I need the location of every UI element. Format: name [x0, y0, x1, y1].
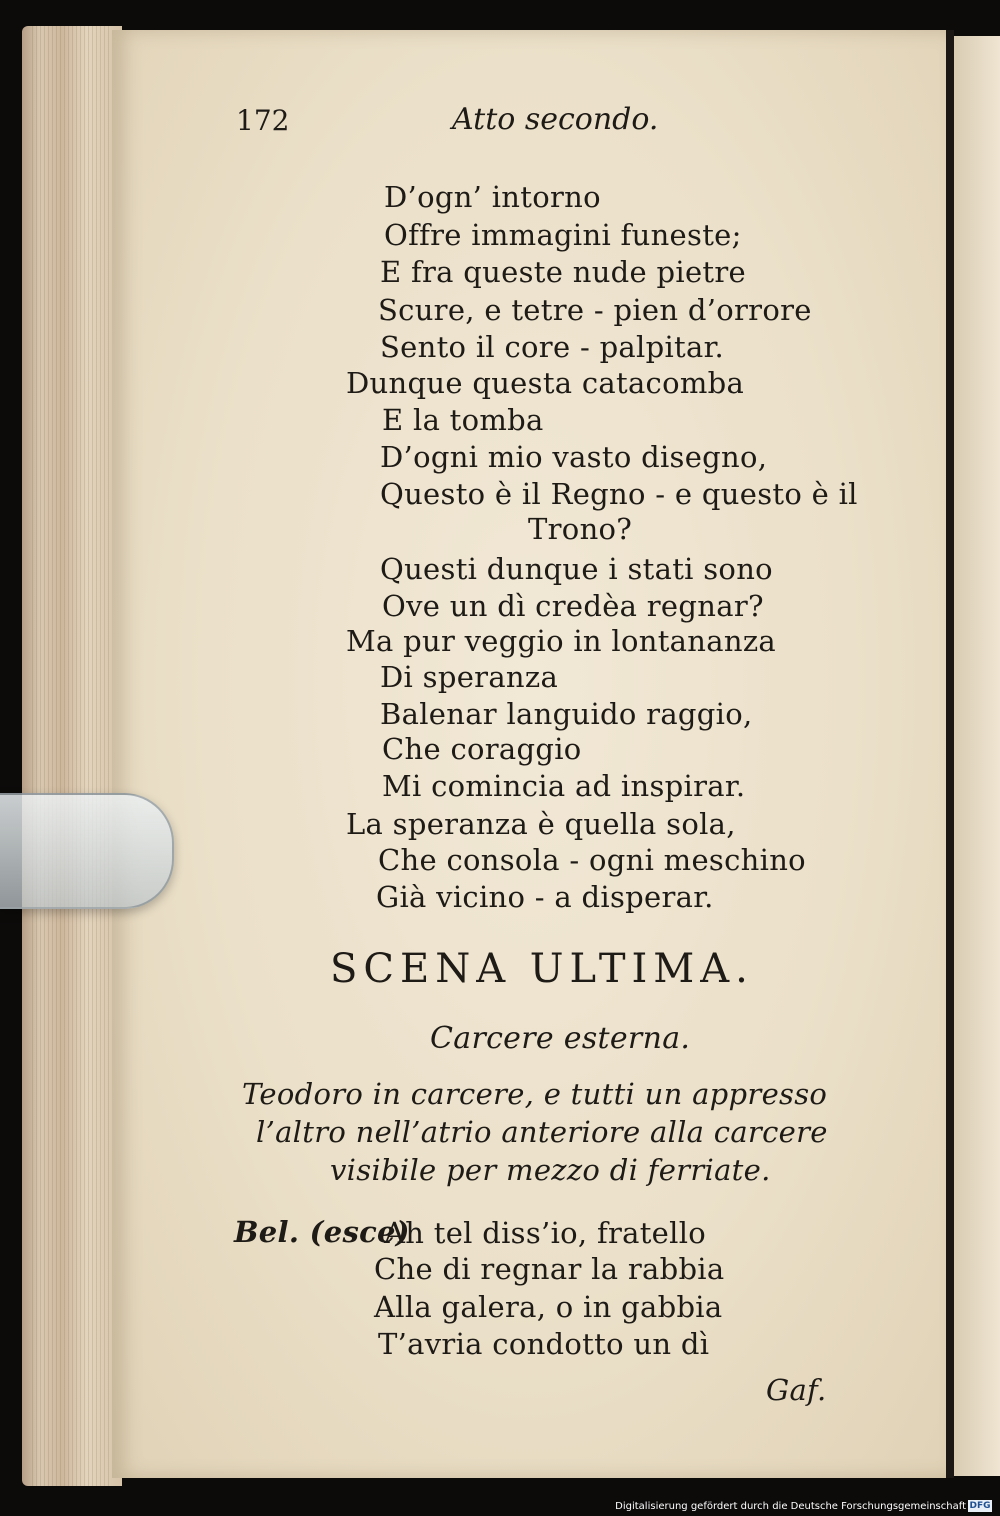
verse-line: Sento il core - palpitar. [380, 330, 725, 364]
verse-line: D’ogn’ intorno [384, 180, 601, 214]
verse-line: Mi comincia ad inspirar. [382, 769, 746, 803]
verse-line: Ma pur veggio in lontananza [346, 624, 776, 658]
speech-line: Ah tel diss’io, fratello [384, 1216, 707, 1250]
verse-line: Che consola - ogni meschino [378, 843, 806, 877]
stage-direction-line: visibile per mezzo di ferriate. [330, 1153, 771, 1187]
speech-line: Che di regnar la rabbia [374, 1252, 725, 1286]
verse-line: Già vicino - a disperar. [376, 880, 714, 914]
verse-line: Ove un dì credèa regnar? [382, 589, 764, 623]
verse-line: Questi dunque i stati sono [380, 552, 773, 586]
scene-setting: Carcere esterna. [430, 1021, 691, 1056]
speech-line: T’avria condotto un dì [378, 1327, 710, 1361]
page-number: 172 [236, 104, 290, 137]
catchword: Gaf. [766, 1373, 827, 1407]
running-head: Atto secondo. [452, 102, 659, 137]
verse-line: Trono? [528, 512, 633, 546]
verse-line: Che coraggio [382, 732, 582, 766]
verse-line: Balenar languido raggio, [380, 697, 753, 731]
verse-line: Dunque questa catacomba [346, 366, 745, 400]
stage-direction-line: Teodoro in carcere, e tutti un appresso [242, 1077, 828, 1111]
verse-line: D’ogni mio vasto disegno, [380, 440, 768, 474]
speech-line: Alla galera, o in gabbia [374, 1290, 723, 1324]
dfg-logo: DFG [969, 1501, 991, 1511]
verse-line: La speranza è quella sola, [346, 807, 736, 841]
verse-line: Di speranza [380, 660, 559, 694]
verse-line: E la tomba [382, 403, 544, 437]
scene-title: SCENA ULTIMA. [330, 946, 754, 992]
funding-note: Digitalisierung gefördert durch die Deutsche Forschungsgemeinschaft [615, 1501, 966, 1512]
verse-line: Questo è il Regno - e questo è il [380, 477, 858, 511]
verse-line: E fra queste nude pietre [380, 255, 746, 289]
verse-line: Offre immagini funeste; [384, 218, 742, 252]
stage-direction-line: l’altro nell’atrio anteriore alla carcere [256, 1115, 828, 1149]
speaker-label: Bel. (esce) [234, 1215, 410, 1249]
verse-line: Scure, e tetre - pien d’orrore [378, 293, 812, 327]
